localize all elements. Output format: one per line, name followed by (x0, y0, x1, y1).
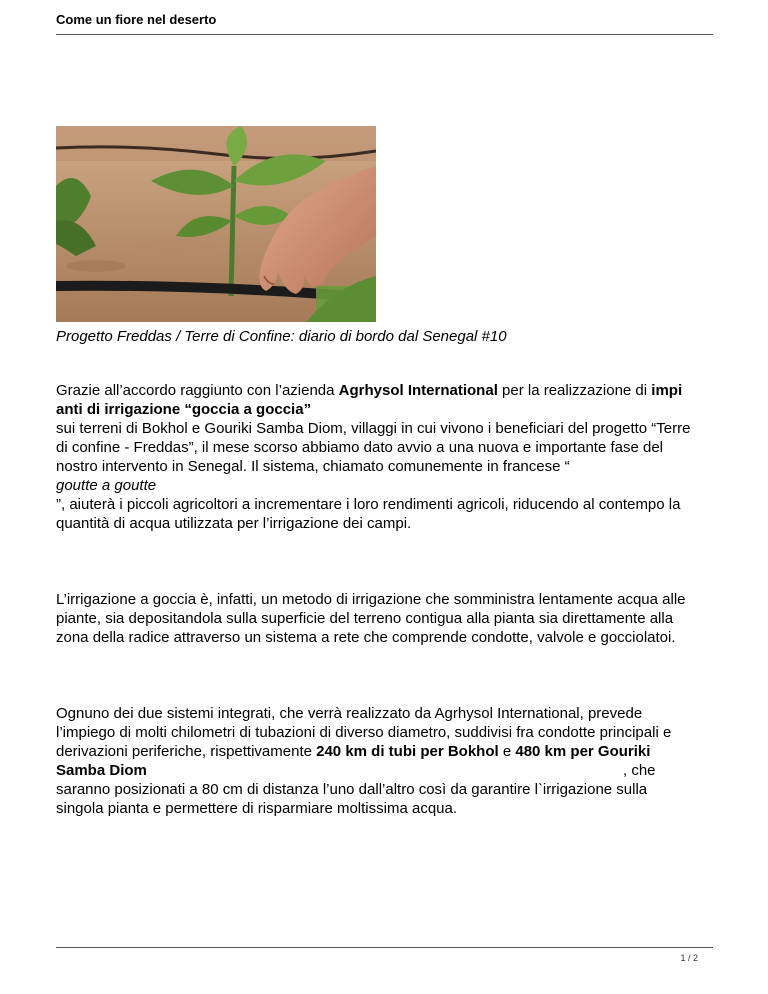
paragraph-2-line: zona della radice attraverso un sistema a rete che comprende condotte, valvole e gocciolatoi. (56, 629, 676, 646)
photo-caption: Progetto Freddas / Terre di Confine: diario di bordo dal Senegal #10 (56, 328, 507, 345)
text-span: derivazioni periferiche, rispettivamente (56, 743, 317, 760)
bold-text: impi (651, 382, 683, 399)
text-span: per la realizzazione di (497, 382, 652, 399)
plant-hand-irrigation-photo (56, 126, 376, 322)
paragraph-2-line: L’irrigazione a goccia è, infatti, un metodo di irrigazione che somministra lentamente acqua alle (56, 591, 686, 608)
paragraph-3-line (56, 742, 716, 761)
page-number: 1 / 2 (680, 953, 698, 963)
paragraph-1-line: sui terreni di Bokhol e Gouriki Samba Diom, villaggi in cui vivono i beneficiari del progetto “Terre (56, 420, 691, 437)
paragraph-1-line: di confine - Freddas”, il mese scorso abbiamo dato avvio a una nuova e importante fase del (56, 439, 664, 456)
bold-text: Samba Diom (56, 762, 147, 779)
paragraph-3-line: singola pianta e permettere di risparmiare moltissima acqua. (56, 800, 458, 817)
text-span: Grazie all’accordo raggiunto con l’azienda (56, 382, 339, 399)
text-span: , che (623, 762, 656, 779)
paragraph-1-line (56, 400, 716, 419)
paragraph-3-line (56, 761, 716, 780)
bold-text: 480 km per Gouriki (515, 743, 651, 760)
company-name: Agrhysol International (338, 382, 498, 399)
paragraph-2-line: piante, sia depositandola sulla superficie del terreno contigua alla pianta sia direttamente alla (56, 610, 674, 627)
paragraph-3-line: saranno posizionati a 80 cm di distanza l’uno dall’altro così da garantire l`irrigazione sulla (56, 781, 648, 798)
article-body (56, 381, 716, 818)
paragraph-1-line: nostro intervento in Senegal. Il sistema, chiamato comunemente in francese “ (56, 458, 570, 475)
bold-text: 240 km di tubi per Bokhol (316, 743, 499, 760)
page-header-title: Come un fiore nel deserto (56, 12, 217, 27)
paragraph-1-line: ”, aiuterà i piccoli agricoltori a incrementare i loro rendimenti agricoli, riducendo al contempo la (56, 496, 681, 513)
italic-text: goutte a goutte (56, 477, 157, 494)
paragraph-spacer (56, 533, 716, 590)
article-photo (56, 126, 376, 322)
paragraph-1-line (56, 476, 716, 495)
footer-divider (56, 947, 713, 948)
paragraph-spacer (56, 647, 716, 704)
header-divider (56, 34, 713, 35)
paragraph-3-line: Ognuno dei due sistemi integrati, che verrà realizzato da Agrhysol International, prevede (56, 705, 643, 722)
paragraph-1-line: quantità di acqua utilizzata per l’irrigazione dei campi. (56, 515, 412, 532)
paragraph-3-line: l’impiego di molti chilometri di tubazioni di diverso diametro, suddivisi fra condotte principali e (56, 724, 672, 741)
text-span: e (498, 743, 516, 760)
paragraph-1-line (56, 381, 716, 400)
bold-text: anti di irrigazione “goccia a goccia” (56, 401, 312, 418)
